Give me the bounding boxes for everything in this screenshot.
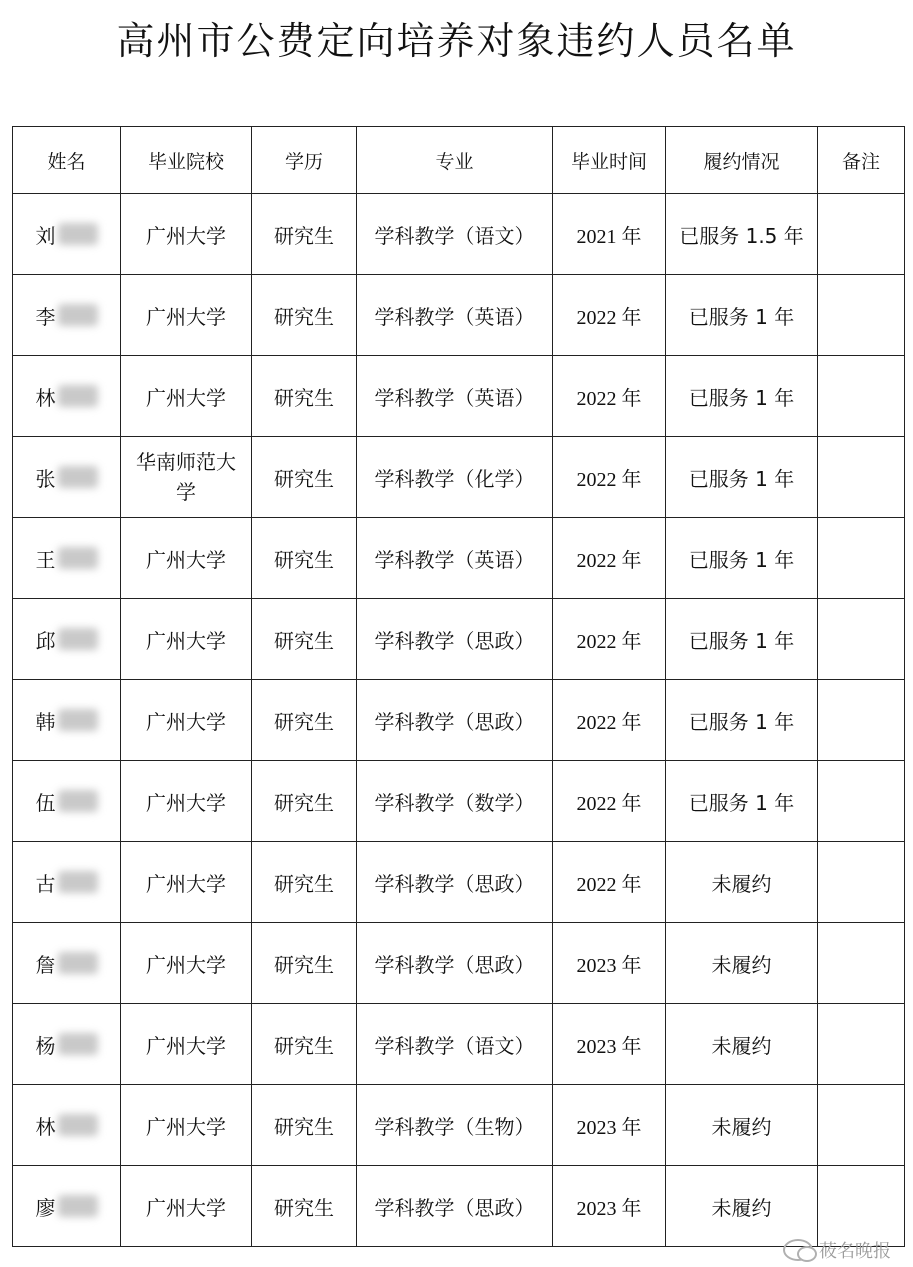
header-school: 毕业院校 — [121, 127, 252, 194]
header-degree: 学历 — [252, 127, 357, 194]
name-redaction-blur — [58, 1033, 98, 1055]
table-row — [13, 923, 905, 1004]
table-header-row — [13, 127, 905, 194]
name-wrap — [36, 787, 98, 816]
cell-graduation-year: 2023 年 — [553, 1004, 666, 1085]
cell-notes — [818, 1004, 905, 1085]
document-title: 高州市公费定向培养对象违约人员名单 — [116, 19, 797, 63]
cell-major: 学科教学（英语） — [357, 356, 553, 437]
cell-major: 学科教学（思政） — [357, 680, 553, 761]
watermark — [783, 1237, 891, 1263]
cell-major: 学科教学（思政） — [357, 842, 553, 923]
cell-name — [13, 194, 121, 275]
cell-major: 学科教学（数学） — [357, 761, 553, 842]
name-wrap — [36, 1111, 98, 1140]
cell-major: 学科教学（生物） — [357, 1085, 553, 1166]
cell-notes — [818, 599, 905, 680]
cell-graduation-year: 2022 年 — [553, 599, 666, 680]
name-visible-char: 詹 — [35, 952, 56, 977]
name-visible-char: 杨 — [35, 1033, 56, 1058]
header-major: 专业 — [357, 127, 553, 194]
cell-fulfillment-status: 未履约 — [666, 1085, 818, 1166]
cell-graduation-year: 2023 年 — [553, 923, 666, 1004]
name-redaction-blur — [58, 628, 98, 650]
cell-degree: 研究生 — [252, 680, 357, 761]
name-redaction-blur — [58, 709, 98, 731]
name-redaction-blur — [58, 1114, 98, 1136]
name-wrap — [36, 544, 98, 573]
cell-school: 广州大学 — [121, 275, 252, 356]
cell-degree: 研究生 — [252, 1004, 357, 1085]
cell-school: 广州大学 — [121, 1085, 252, 1166]
cell-school: 广州大学 — [121, 599, 252, 680]
cell-degree: 研究生 — [252, 761, 357, 842]
cell-notes — [818, 194, 905, 275]
name-redaction-blur — [58, 223, 98, 245]
cell-name — [13, 437, 121, 518]
table-row — [13, 194, 905, 275]
cell-fulfillment-status: 已服务 1 年 — [666, 356, 818, 437]
cell-graduation-year: 2022 年 — [553, 761, 666, 842]
cell-fulfillment-status: 未履约 — [666, 1004, 818, 1085]
cell-name — [13, 680, 121, 761]
cell-school: 广州大学 — [121, 680, 252, 761]
name-visible-char: 韩 — [35, 709, 56, 734]
header-name: 姓名 — [13, 127, 121, 194]
cell-notes — [818, 842, 905, 923]
cell-school: 广州大学 — [121, 842, 252, 923]
table-row — [13, 1166, 905, 1247]
table-body — [13, 194, 905, 1247]
cell-name — [13, 275, 121, 356]
cell-major: 学科教学（语文） — [357, 194, 553, 275]
cell-school: 广州大学 — [121, 1004, 252, 1085]
cell-graduation-year: 2022 年 — [553, 842, 666, 923]
name-visible-char: 古 — [35, 871, 56, 896]
cell-school: 广州大学 — [121, 1166, 252, 1247]
cell-graduation-year: 2022 年 — [553, 356, 666, 437]
cell-notes — [818, 518, 905, 599]
name-visible-char: 廖 — [35, 1195, 56, 1220]
cell-graduation-year: 2021 年 — [553, 194, 666, 275]
cell-fulfillment-status: 已服务 1 年 — [666, 761, 818, 842]
name-visible-char: 林 — [35, 385, 56, 410]
name-redaction-blur — [58, 547, 98, 569]
cell-degree: 研究生 — [252, 518, 357, 599]
name-redaction-blur — [58, 790, 98, 812]
name-visible-char: 李 — [35, 304, 56, 329]
cell-fulfillment-status: 未履约 — [666, 923, 818, 1004]
cell-school: 广州大学 — [121, 194, 252, 275]
name-redaction-blur — [58, 952, 98, 974]
cell-graduation-year: 2022 年 — [553, 518, 666, 599]
cell-notes — [818, 761, 905, 842]
cell-notes — [818, 275, 905, 356]
name-wrap — [36, 220, 98, 249]
cell-name — [13, 923, 121, 1004]
cell-school: 广州大学 — [121, 356, 252, 437]
cell-graduation-year: 2022 年 — [553, 680, 666, 761]
cell-name — [13, 1166, 121, 1247]
cell-degree: 研究生 — [252, 275, 357, 356]
cell-fulfillment-status: 已服务 1 年 — [666, 518, 818, 599]
cell-degree: 研究生 — [252, 194, 357, 275]
cell-degree: 研究生 — [252, 599, 357, 680]
table-row — [13, 680, 905, 761]
cell-fulfillment-status: 已服务 1 年 — [666, 599, 818, 680]
name-redaction-blur — [58, 871, 98, 893]
header-notes: 备注 — [818, 127, 905, 194]
cell-notes — [818, 1166, 905, 1247]
cell-name — [13, 356, 121, 437]
cell-name — [13, 761, 121, 842]
name-wrap — [36, 868, 98, 897]
cell-graduation-year: 2022 年 — [553, 275, 666, 356]
name-wrap — [36, 1192, 98, 1221]
cell-name — [13, 518, 121, 599]
cell-major: 学科教学（化学） — [357, 437, 553, 518]
table-row — [13, 1004, 905, 1085]
cell-school: 广州大学 — [121, 518, 252, 599]
table-row — [13, 761, 905, 842]
cell-notes — [818, 680, 905, 761]
header-fulfillment-status: 履约情况 — [666, 127, 818, 194]
cell-school: 广州大学 — [121, 761, 252, 842]
name-wrap — [36, 625, 98, 654]
name-visible-char: 刘 — [35, 223, 56, 248]
name-wrap — [36, 301, 98, 330]
table-row — [13, 518, 905, 599]
cell-degree: 研究生 — [252, 1166, 357, 1247]
cell-degree: 研究生 — [252, 1085, 357, 1166]
name-wrap — [36, 1030, 98, 1059]
cell-major: 学科教学（语文） — [357, 1004, 553, 1085]
cell-major: 学科教学（思政） — [357, 1166, 553, 1247]
violation-roster-table — [12, 126, 905, 1247]
cell-graduation-year: 2023 年 — [553, 1166, 666, 1247]
cell-degree: 研究生 — [252, 842, 357, 923]
cell-fulfillment-status: 已服务 1 年 — [666, 680, 818, 761]
cell-school: 广州大学 — [121, 923, 252, 1004]
cell-major: 学科教学（思政） — [357, 599, 553, 680]
name-visible-char: 张 — [35, 466, 56, 491]
name-redaction-blur — [58, 1195, 98, 1217]
table-row — [13, 437, 905, 518]
name-redaction-blur — [58, 304, 98, 326]
name-redaction-blur — [58, 385, 98, 407]
name-wrap — [36, 706, 98, 735]
table-row — [13, 599, 905, 680]
cell-name — [13, 1004, 121, 1085]
cell-degree: 研究生 — [252, 356, 357, 437]
name-wrap — [36, 382, 98, 411]
cell-graduation-year: 2023 年 — [553, 1085, 666, 1166]
cell-notes — [818, 1085, 905, 1166]
wechat-icon — [783, 1239, 813, 1261]
cell-degree: 研究生 — [252, 437, 357, 518]
name-redaction-blur — [58, 466, 98, 488]
name-visible-char: 伍 — [35, 790, 56, 815]
table-row — [13, 842, 905, 923]
cell-fulfillment-status: 未履约 — [666, 842, 818, 923]
cell-degree: 研究生 — [252, 923, 357, 1004]
name-visible-char: 林 — [35, 1114, 56, 1139]
cell-name — [13, 842, 121, 923]
cell-school: 华南师范大学 — [121, 437, 252, 518]
table-row — [13, 275, 905, 356]
cell-fulfillment-status: 未履约 — [666, 1166, 818, 1247]
name-visible-char: 王 — [35, 547, 56, 572]
cell-fulfillment-status: 已服务 1 年 — [666, 275, 818, 356]
name-wrap — [36, 949, 98, 978]
cell-major: 学科教学（英语） — [357, 275, 553, 356]
name-wrap — [36, 463, 98, 492]
header-graduation-year: 毕业时间 — [553, 127, 666, 194]
cell-notes — [818, 356, 905, 437]
cell-major: 学科教学（思政） — [357, 923, 553, 1004]
cell-fulfillment-status: 已服务 1.5 年 — [666, 194, 818, 275]
cell-fulfillment-status: 已服务 1 年 — [666, 437, 818, 518]
cell-name — [13, 599, 121, 680]
cell-name — [13, 1085, 121, 1166]
name-visible-char: 邱 — [35, 628, 56, 653]
table-row — [13, 1085, 905, 1166]
cell-major: 学科教学（英语） — [357, 518, 553, 599]
cell-notes — [818, 923, 905, 1004]
cell-notes — [818, 437, 905, 518]
table-row — [13, 356, 905, 437]
cell-graduation-year: 2022 年 — [553, 437, 666, 518]
watermark-text: 莜名晚报 — [819, 1241, 891, 1262]
